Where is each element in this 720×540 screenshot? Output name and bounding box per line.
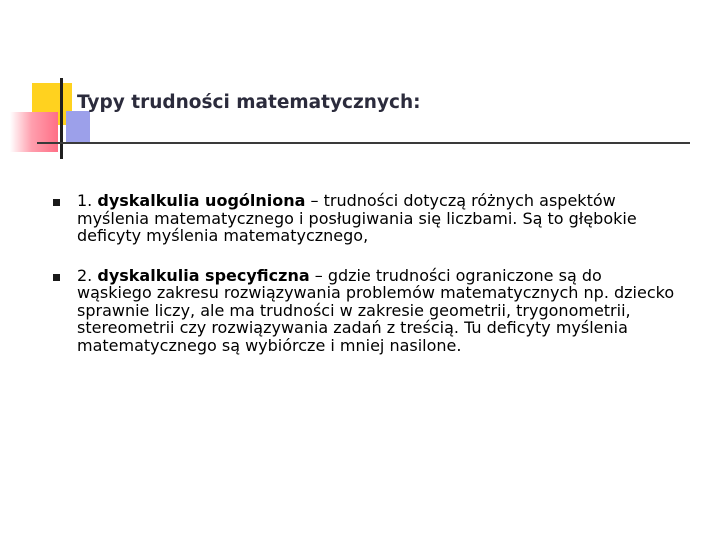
bullet-item-specific-dyscalculia bbox=[0, 267, 720, 355]
bullet-text bbox=[77, 192, 677, 245]
bullet-item-generalized-dyscalculia bbox=[0, 192, 720, 245]
square-bullet-icon bbox=[53, 274, 60, 281]
slide-title: Typy trudności matematycznych: bbox=[77, 92, 421, 113]
item-description: – gdzie trudności ograniczone są do wąskiego zakresu rozwiązywania problemów matematycznych np. dziecko sprawnie liczy, ale ma trudności w zakresie geometrii, trygonometrii, stereometrii czy rozwiązywania zadań z treścią. Tu deficyty myślenia matematycznego są wybiórcze i mniej nasilone. bbox=[77, 265, 675, 355]
title-underline bbox=[37, 142, 690, 144]
item-term: dyskalkulia uogólniona bbox=[97, 191, 306, 210]
square-bullet-icon bbox=[53, 199, 60, 206]
decorative-vertical-line bbox=[60, 78, 63, 159]
item-description: – trudności dotyczą różnych aspektów myślenia matematycznego i posługiwania się liczbami. Są to głębokie deficyty myślenia matematycznego, bbox=[77, 191, 637, 245]
bullet-list bbox=[0, 192, 720, 354]
item-term: dyskalkulia specyficzna bbox=[97, 265, 310, 285]
item-number: 2. bbox=[77, 265, 98, 285]
decorative-pink-square bbox=[10, 112, 58, 152]
decorative-blue-square bbox=[66, 111, 90, 143]
item-number: 1. bbox=[77, 191, 98, 210]
bullet-text bbox=[77, 267, 677, 355]
